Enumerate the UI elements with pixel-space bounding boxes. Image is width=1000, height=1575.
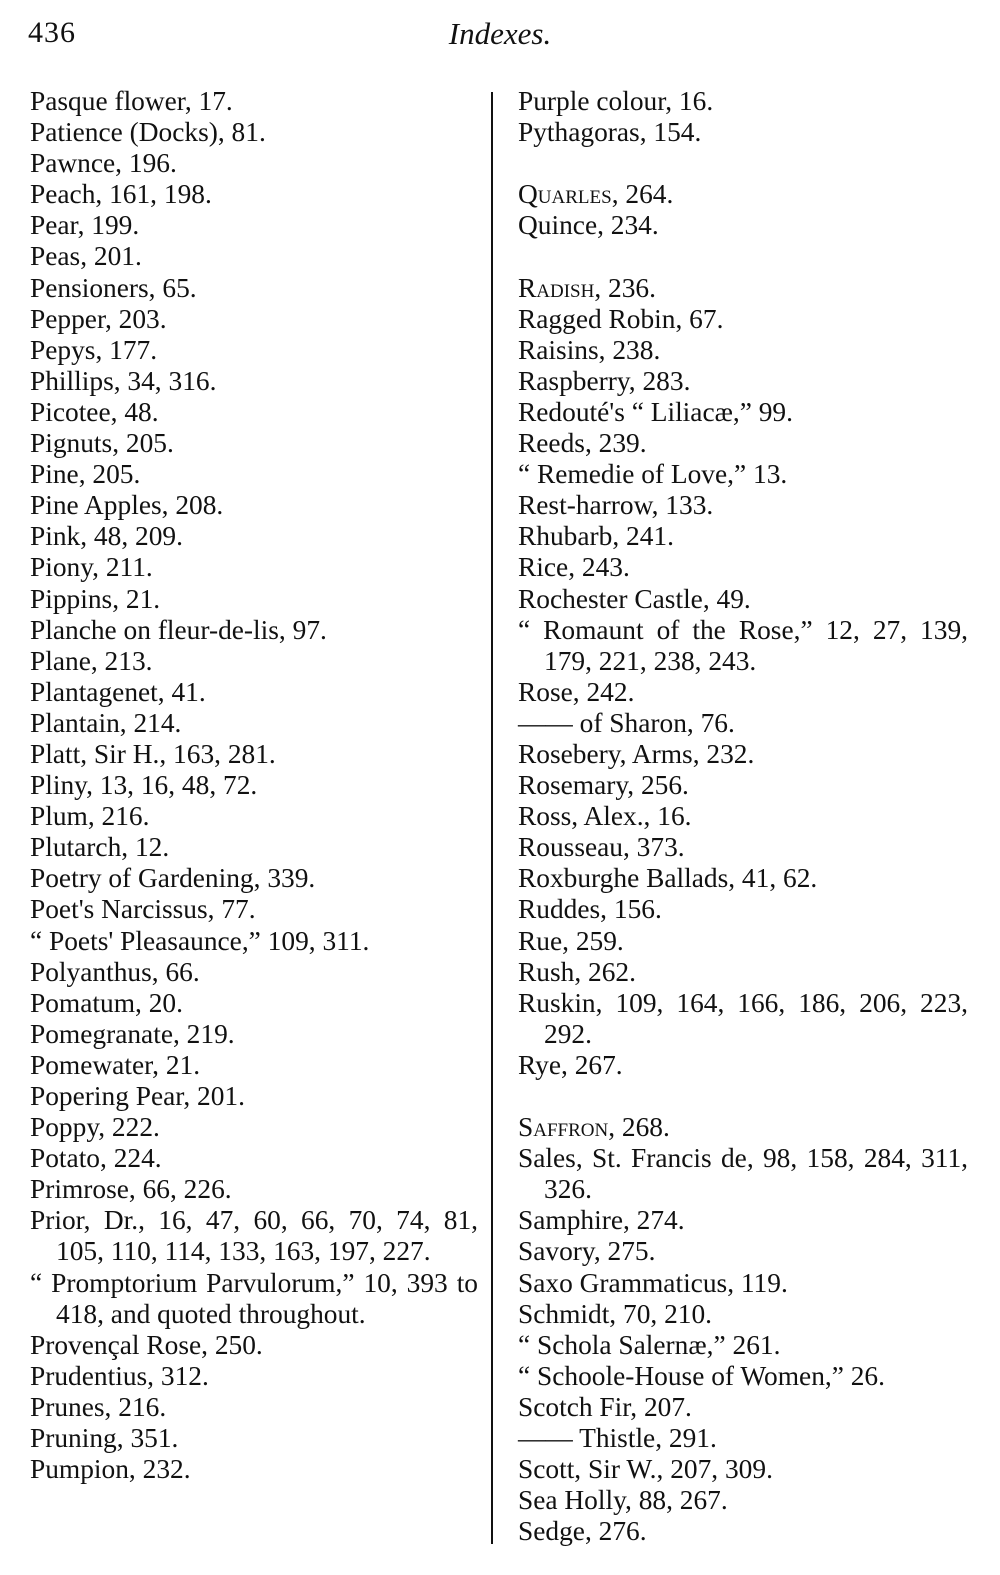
index-entry: Rochester Castle, 49. (518, 583, 751, 614)
index-entry: Primrose, 66, 226. (30, 1174, 232, 1205)
index-entry: Sedge, 276. (518, 1516, 647, 1547)
index-entry: Pine, 205. (30, 459, 141, 490)
index-entry: Pasque flower, 17. (30, 86, 233, 116)
index-entry: Pensioners, 65. (30, 272, 197, 303)
page-number: 436 (28, 16, 76, 49)
column-divider (491, 92, 493, 1544)
index-entry: Schmidt, 70, 210. (518, 1298, 713, 1329)
index-entry: “ Schola Salernæ,” 261. (518, 1329, 781, 1360)
index-entry: “ Poets' Pleasaunce,” 109, 311. (30, 925, 370, 956)
index-entry: Plum, 216. (30, 801, 150, 832)
index-entry: Pliny, 13, 16, 48, 72. (30, 770, 258, 801)
index-entry: Polyanthus, 66. (30, 956, 200, 987)
index-entry: Pomatum, 20. (30, 987, 183, 1018)
index-entry: Pink, 48, 209. (30, 521, 183, 552)
index-entry: Pepys, 177. (30, 334, 158, 365)
index-entry: Provençal Rose, 250. (30, 1329, 263, 1360)
index-entry: Sea Holly, 88, 267. (518, 1485, 728, 1516)
index-entry: Poppy, 222. (30, 1112, 160, 1143)
index-entry: Pawnce, 196. (30, 148, 177, 179)
index-entry: Pruning, 351. (30, 1423, 179, 1454)
index-entry: Pepper, 203. (30, 303, 167, 334)
section-lead-word: Saffron (518, 1112, 609, 1143)
index-entry: Poetry of Gardening, 339. (30, 863, 316, 894)
index-entry: Rice, 243. (518, 552, 630, 583)
index-entry: Ragged Robin, 67. (518, 303, 724, 334)
index-entry: Scotch Fir, 207. (518, 1391, 692, 1422)
index-entry: Plantain, 214. (30, 707, 182, 738)
index-entry: Planche on fleur-de-lis, 97. (30, 614, 327, 645)
index-entry: “ Remedie of Love,” 13. (518, 459, 788, 490)
index-entry: “ Schoole-House of Women,” 26. (518, 1360, 885, 1391)
index-entry: Ruskin, 109, 164, 166, 186, 206, 223, 292. (518, 987, 968, 1049)
index-entry: Rye, 267. (518, 1049, 623, 1080)
index-entry: Plantagenet, 41. (30, 676, 206, 707)
index-entry: —— of Sharon, 76. (518, 707, 735, 738)
index-entry: Savory, 275. (518, 1236, 656, 1267)
index-entry: Samphire, 274. (518, 1205, 685, 1236)
index-entry: “ Romaunt of the Rose,” 12, 27, 139, 179, 221, 238, 243. (518, 614, 968, 676)
index-entry: Prior, Dr., 16, 47, 60, 66, 70, 74, 81, 105, 110, 114, 133, 163, 197, 227. (30, 1205, 478, 1267)
index-entry: Platt, Sir H., 163, 281. (30, 738, 276, 769)
index-entry: Plutarch, 12. (30, 832, 170, 863)
section-lead-entry (518, 1112, 968, 1143)
section-lead-pages: , 236. (594, 272, 656, 303)
letter-section-gap (518, 1081, 968, 1112)
index-entry: —— Thistle, 291. (518, 1423, 717, 1454)
index-entry: Purple colour, 16. (518, 86, 714, 116)
index-entry: Pythagoras, 154. (518, 117, 702, 148)
index-entry: Raspberry, 283. (518, 365, 691, 396)
index-column-left (30, 86, 478, 1485)
index-entry: “ Promptorium Parvulorum,” 10, 393 to 418, and quoted throughout. (30, 1267, 478, 1329)
index-entry: Rosebery, Arms, 232. (518, 738, 755, 769)
index-entry: Rhubarb, 241. (518, 521, 674, 552)
index-entry: Pine Apples, 208. (30, 490, 224, 521)
index-entry: Rose, 242. (518, 676, 635, 707)
section-lead-pages: , 264. (611, 179, 674, 210)
running-title: Indexes. (448, 16, 552, 51)
index-entry: Ross, Alex., 16. (518, 801, 692, 832)
section-lead-pages: , 268. (608, 1112, 670, 1143)
index-entry: Peach, 161, 198. (30, 179, 212, 210)
index-entry: Rush, 262. (518, 956, 636, 987)
index-entry: Redouté's “ Liliacæ,” 99. (518, 396, 793, 427)
letter-section-gap (518, 148, 968, 179)
index-entry: Raisins, 238. (518, 334, 661, 365)
index-entry: Rousseau, 373. (518, 832, 685, 863)
letter-section-gap (518, 241, 968, 272)
index-entry: Picotee, 48. (30, 396, 159, 427)
index-column-right (518, 86, 968, 1547)
section-lead-word: Radish (518, 272, 595, 303)
index-entry: Quince, 234. (518, 210, 659, 241)
index-entry: Pippins, 21. (30, 583, 161, 614)
index-entry: Pomewater, 21. (30, 1049, 201, 1080)
index-entry: Pear, 199. (30, 210, 140, 241)
index-entry: Phillips, 34, 316. (30, 365, 217, 396)
index-entry: Potato, 224. (30, 1143, 162, 1174)
index-entry: Rest-harrow, 133. (518, 490, 714, 521)
index-entry: Reeds, 239. (518, 428, 647, 459)
index-entry: Sales, St. Francis de, 98, 158, 284, 311, 326. (518, 1143, 968, 1205)
index-entry: Pignuts, 205. (30, 428, 174, 459)
index-entry: Piony, 211. (30, 552, 153, 583)
index-entry: Prunes, 216. (30, 1391, 167, 1422)
index-entry: Prudentius, 312. (30, 1360, 209, 1391)
index-entry: Popering Pear, 201. (30, 1081, 245, 1111)
index-entry: Patience (Docks), 81. (30, 117, 266, 148)
index-entry: Peas, 201. (30, 241, 142, 272)
index-entry: Poet's Narcissus, 77. (30, 894, 256, 925)
index-entry: Pumpion, 232. (30, 1454, 191, 1485)
index-entry: Scott, Sir W., 207, 309. (518, 1454, 773, 1485)
index-entry: Saxo Grammaticus, 119. (518, 1267, 788, 1298)
index-entry: Ruddes, 156. (518, 894, 662, 925)
section-lead-word: Quarles (518, 179, 612, 210)
section-lead-entry (518, 273, 968, 304)
page-header (0, 16, 1000, 60)
index-entry: Rue, 259. (518, 925, 624, 956)
section-lead-entry (518, 179, 968, 210)
index-entry: Plane, 213. (30, 645, 153, 676)
index-entry: Roxburghe Ballads, 41, 62. (518, 863, 818, 894)
index-entry: Rosemary, 256. (518, 770, 689, 801)
index-entry: Pomegranate, 219. (30, 1018, 235, 1049)
